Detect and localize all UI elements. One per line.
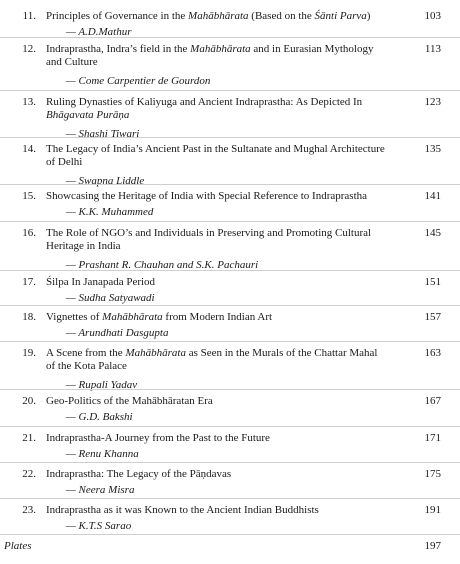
entry-number: 23. [22,504,36,516]
entry-title: Vignettes of Mahābhārata from Modern Indian Art [46,311,273,323]
entry-page-number: 103 [424,10,441,22]
entry-number: 18. [22,311,36,323]
entry-page-number: 191 [424,504,441,516]
entry-title: Ruling Dynasties of Kaliyuga and Ancient Indraprastha: As Depicted In Bhāgavata Purāṇa [46,96,363,121]
entry-title: Principles of Governance in the Mahābhārata (Based on the Śānti Parva) [46,10,371,22]
entry-page-number: 175 [424,468,441,480]
entry-divider [0,137,460,138]
entry-title: Showcasing the Heritage of India with Special Reference to Indraprastha [46,190,368,202]
entry-title: Śilpa In Janapada Period [46,276,156,288]
entry-divider [0,534,460,535]
entry-divider [0,305,460,306]
entry-number: 21. [22,432,36,444]
entry-author: — Shashi Tiwari [66,128,140,140]
plates-label: Plates [4,540,32,552]
entry-title: Indraprastha as it was Known to the Ancient Indian Buddhists [46,504,319,516]
entry-title: Indraprastha, Indra’s field in the Mahābhārata and in Eurasian Mythology and Culture [46,43,374,68]
entry-divider [0,37,460,38]
entry-divider [0,426,460,427]
entry-title: The Legacy of India’s Ancient Past in the Sultanate and Mughal Architecture of Delhi [46,143,385,168]
entry-number: 14. [22,143,36,155]
entry-number: 19. [22,347,36,359]
entry-author: — Neera Misra [66,484,135,496]
entry-divider [0,221,460,222]
entry-number: 17. [22,276,36,288]
entry-number: 20. [22,395,36,407]
plates-page-number: 197 [424,540,441,552]
entry-divider [0,389,460,390]
entry-divider [0,498,460,499]
entry-author: — Arundhati Dasgupta [66,327,169,339]
entry-page-number: 123 [424,96,441,108]
entry-number: 13. [22,96,36,108]
entry-page-number: 167 [424,395,441,407]
entry-number: 16. [22,227,36,239]
entry-page-number: 157 [424,311,441,323]
entry-page-number: 151 [424,276,441,288]
entry-author: — Renu Khanna [66,448,139,460]
entry-number: 12. [22,43,36,55]
entry-page-number: 141 [424,190,441,202]
entry-title: Geo-Politics of the Mahābhāratan Era [46,395,213,407]
entry-number: 22. [22,468,36,480]
entry-author: — Rupali Yadav [66,379,138,391]
entry-title: Indraprastha-A Journey from the Past to the Future [46,432,270,444]
entry-page-number: 113 [424,43,441,55]
entry-author: — Come Carpentier de Gourdon [66,75,211,87]
entry-number: 11. [22,10,36,22]
entry-author: — G.D. Bakshi [66,411,133,423]
entry-author: — K.K. Muhammed [66,206,154,218]
entry-divider [0,462,460,463]
entry-title: A Scene from the Mahābhārata as Seen in the Murals of the Chattar Mahal of the Kota Palace [46,347,378,372]
entry-author: — K.T.S Sarao [66,520,132,532]
entry-page-number: 135 [424,143,441,155]
entry-divider [0,341,460,342]
entry-author: — A.D.Mathur [66,26,132,38]
entry-title: Indraprastha: The Legacy of the Pāṇdavas [46,468,232,480]
entry-number: 15. [22,190,36,202]
entry-author: — Prashant R. Chauhan and S.K. Pachauri [66,259,259,271]
entry-author: — Swapna Liddle [66,175,145,187]
entry-page-number: 171 [424,432,441,444]
entry-title: The Role of NGO’s and Individuals in Preserving and Promoting Cultural Heritage in India [46,227,372,252]
entry-divider [0,90,460,91]
entry-page-number: 145 [424,227,441,239]
entry-author: — Sudha Satyawadi [66,292,155,304]
entry-page-number: 163 [424,347,441,359]
entry-divider [0,184,460,185]
entry-divider [0,270,460,271]
